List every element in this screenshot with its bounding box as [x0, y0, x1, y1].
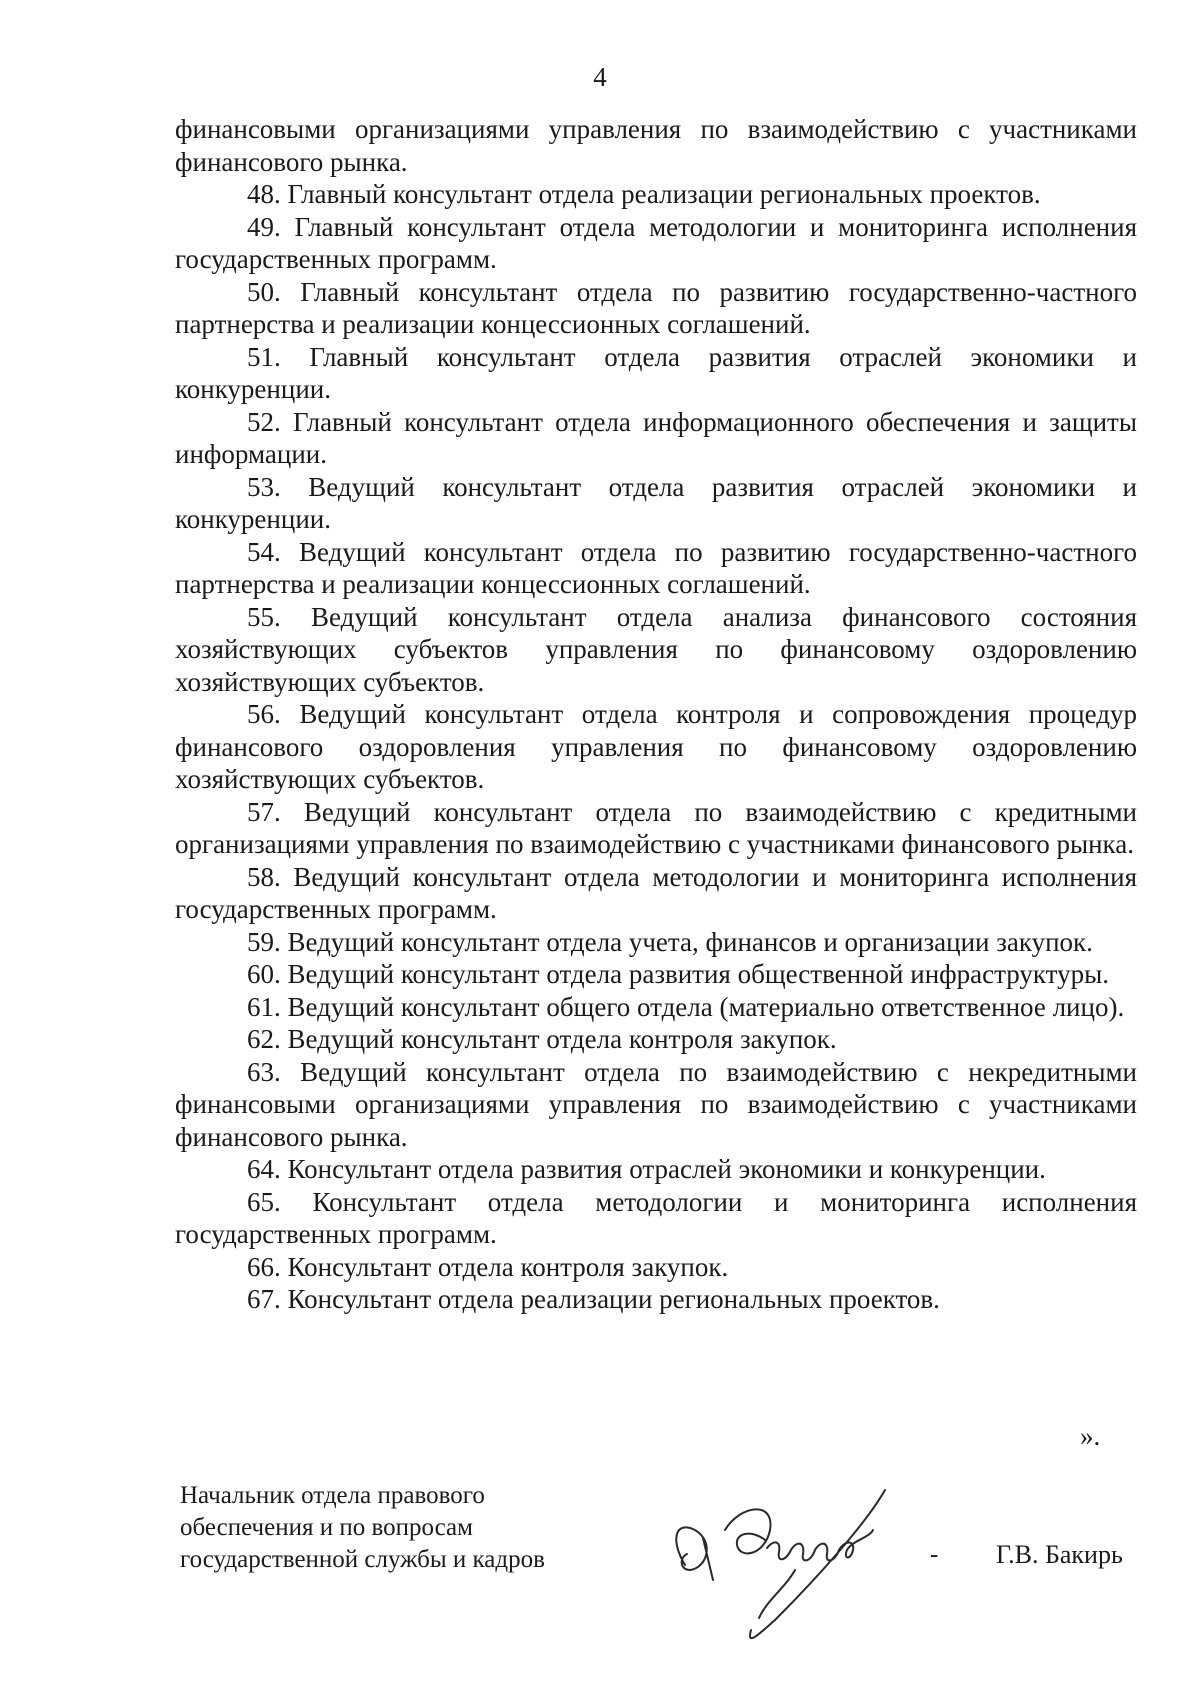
signature-dash: - — [930, 1541, 939, 1568]
list-item: 61. Ведущий консультант общего отдела (материально ответственное лицо). — [247, 991, 1125, 1022]
document-body — [175, 113, 1137, 1316]
list-item: 58. Ведущий консультант отдела методологии и мониторинга исполнения государственных программ. — [175, 861, 1137, 924]
list-item: 51. Главный консультант отдела развития отраслей экономики и конкуренции. — [175, 341, 1137, 404]
signer-name: Г.В. Бакирь — [996, 1540, 1123, 1569]
list-item: 60. Ведущий консультант отдела развития общественной инфраструктуры. — [247, 959, 1109, 989]
list-item: 55. Ведущий консультант отдела анализа финансового состояния хозяйствующих субъектов управления по финансовому оздоровлению хозяйствующих субъектов. — [175, 601, 1137, 697]
list-item: 64. Консультант отдела развития отраслей экономики и конкуренции. — [247, 1154, 1046, 1184]
list-item: 62. Ведущий консультант отдела контроля закупок. — [247, 1024, 837, 1054]
list-item: 49. Главный консультант отдела методологии и мониторинга исполнения государственных программ. — [175, 211, 1137, 274]
signer-position-line: государственной службы и кадров — [180, 1546, 545, 1573]
list-item: 48. Главный консультант отдела реализации региональных проектов. — [247, 179, 1041, 209]
list-item: 65. Консультант отдела методологии и мониторинга исполнения государственных программ. — [175, 1186, 1137, 1249]
signer-position-line: обеспечения и по вопросам — [180, 1514, 473, 1541]
list-item: 53. Ведущий консультант отдела развития отраслей экономики и конкуренции. — [175, 471, 1137, 534]
handwritten-signature — [655, 1470, 925, 1650]
list-item: 67. Консультант отдела реализации региональных проектов. — [247, 1284, 940, 1314]
page-number: 4 — [593, 62, 607, 92]
list-item: 56. Ведущий консультант отдела контроля и сопровождения процедур финансового оздоровления управления по финансовому оздоровлению хозяйствующих субъектов. — [175, 699, 1137, 794]
list-item: 57. Ведущий консультант отдела по взаимодействию с кредитными организациями управления по взаимодействию с участниками финансового рынка. — [175, 796, 1137, 859]
continuation-paragraph: финансовыми организациями управления по взаимодействию с участниками финансового рынка. — [175, 114, 1137, 177]
list-item: 63. Ведущий консультант отдела по взаимодействию с некредитными финансовыми организациями управления по взаимодействию с участниками финансового рынка. — [175, 1056, 1137, 1152]
list-item: 54. Ведущий консультант отдела по развитию государственно-частного партнерства и реализации концессионных соглашений. — [175, 536, 1137, 599]
list-item: 66. Консультант отдела контроля закупок. — [247, 1251, 729, 1282]
closing-quote: ». — [1080, 1421, 1101, 1451]
list-item: 59. Ведущий консультант отдела учета, финансов и организации закупок. — [247, 926, 1093, 957]
list-item: 50. Главный консультант отдела по развитию государственно-частного партнерства и реализации концессионных соглашений. — [175, 276, 1137, 339]
list-item: 52. Главный консультант отдела информационного обеспечения и защиты информации. — [175, 406, 1137, 469]
signer-position — [180, 1480, 545, 1576]
signer-position-line: Начальник отдела правового — [180, 1482, 485, 1509]
